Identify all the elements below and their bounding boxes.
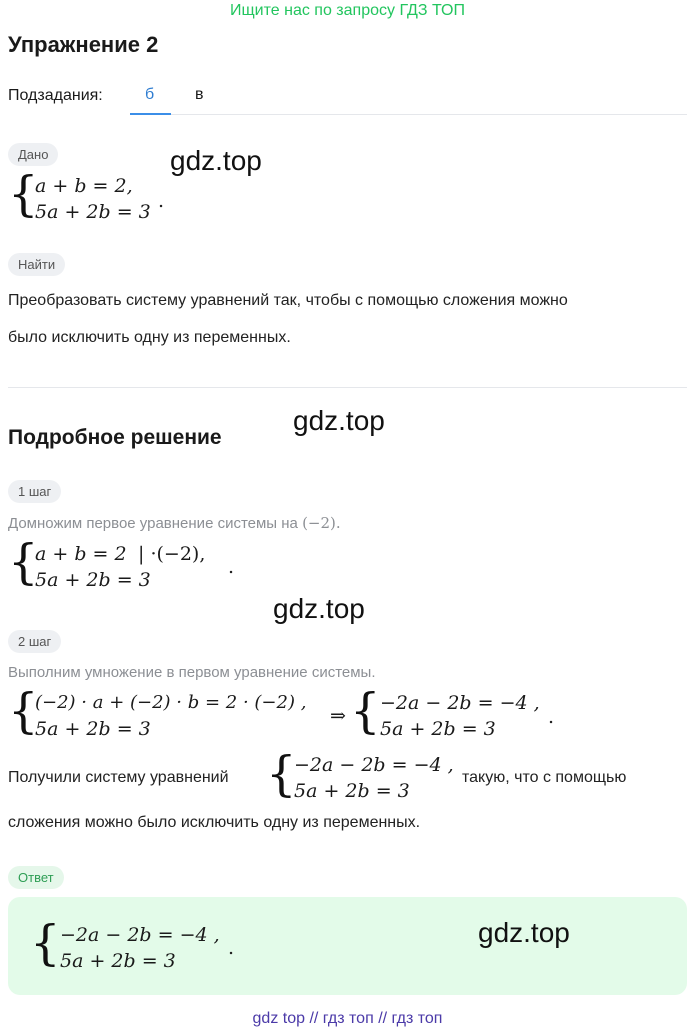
step2-left-brace: { <box>8 683 39 739</box>
solution-heading: Подробное решение <box>8 426 222 449</box>
step1-pill: 1 шаг <box>8 480 61 503</box>
step2-right-eq1: −2a − 2b = −4 , <box>380 692 540 714</box>
step1-note <box>8 514 341 532</box>
step1-dot: . <box>228 556 235 578</box>
answer-brace: { <box>30 915 61 971</box>
subtasks-label: Подзадания: <box>8 87 103 104</box>
step2-right-eq2: 5a + 2b = 3 <box>380 718 496 740</box>
given-pill: Дано <box>8 143 58 166</box>
answer-eq2: 5a + 2b = 3 <box>60 950 176 972</box>
watermark: gdz.top <box>273 593 365 624</box>
step2-left-eq1: (−2) · a + (−2) · b = 2 · (−2) , <box>35 692 307 713</box>
find-text-line2: было исключить одну из переменных. <box>8 329 291 346</box>
result-eq1: −2a − 2b = −4 , <box>294 754 454 776</box>
step2-right-brace: { <box>350 683 381 739</box>
step1-note-text: Домножим первое уравнение системы на <box>8 515 298 532</box>
given-dot: . <box>158 190 165 212</box>
step2-dot: . <box>548 706 555 728</box>
answer-dot: . <box>228 937 235 959</box>
step1-eq2: 5a + 2b = 3 <box>35 569 151 591</box>
tab-v[interactable]: в <box>195 86 204 103</box>
step1-brace: { <box>8 534 39 590</box>
watermark: gdz.top <box>478 917 570 948</box>
footer-links[interactable]: gdz top // гдз топ // гдз топ <box>252 1010 443 1027</box>
step2-pill: 2 шаг <box>8 630 61 653</box>
active-tab-indicator <box>130 113 171 115</box>
find-text-line1: Преобразовать систему уравнений так, чтобы с помощью сложения можно <box>8 292 568 309</box>
step1-note-math: (−2). <box>302 514 341 532</box>
step2-note: Выполним умножение в первом уравнение системы. <box>8 664 376 681</box>
answer-box <box>8 897 687 995</box>
step1-eq1-mult: | ·(−2), <box>138 543 206 565</box>
search-banner: Ищите нас по запросу ГДЗ ТОП <box>230 2 465 19</box>
result-brace: { <box>266 746 297 802</box>
watermark: gdz.top <box>293 405 385 436</box>
result-text-line2: сложения можно было исключить одну из переменных. <box>8 814 421 831</box>
given-eq2: 5a + 2b = 3 <box>35 201 151 223</box>
given-eq1: a + b = 2, <box>35 175 133 197</box>
step1-eq1: a + b = 2 <box>35 543 127 565</box>
find-pill: Найти <box>8 253 65 276</box>
step2-arrow: ⇒ <box>330 705 346 727</box>
section-divider <box>8 387 687 388</box>
tabs-divider <box>171 114 687 115</box>
page-title: Упражнение 2 <box>8 32 159 57</box>
result-eq2: 5a + 2b = 3 <box>294 780 410 802</box>
result-text-pre: Получили систему уравнений <box>8 769 229 786</box>
step2-left-eq2: 5a + 2b = 3 <box>35 718 151 740</box>
result-text-post: такую, что с помощью <box>462 769 627 786</box>
given-brace: { <box>8 166 39 222</box>
answer-eq1: −2a − 2b = −4 , <box>60 924 220 946</box>
answer-pill: Ответ <box>8 866 64 889</box>
tab-b[interactable]: б <box>145 86 155 103</box>
watermark: gdz.top <box>170 145 262 176</box>
